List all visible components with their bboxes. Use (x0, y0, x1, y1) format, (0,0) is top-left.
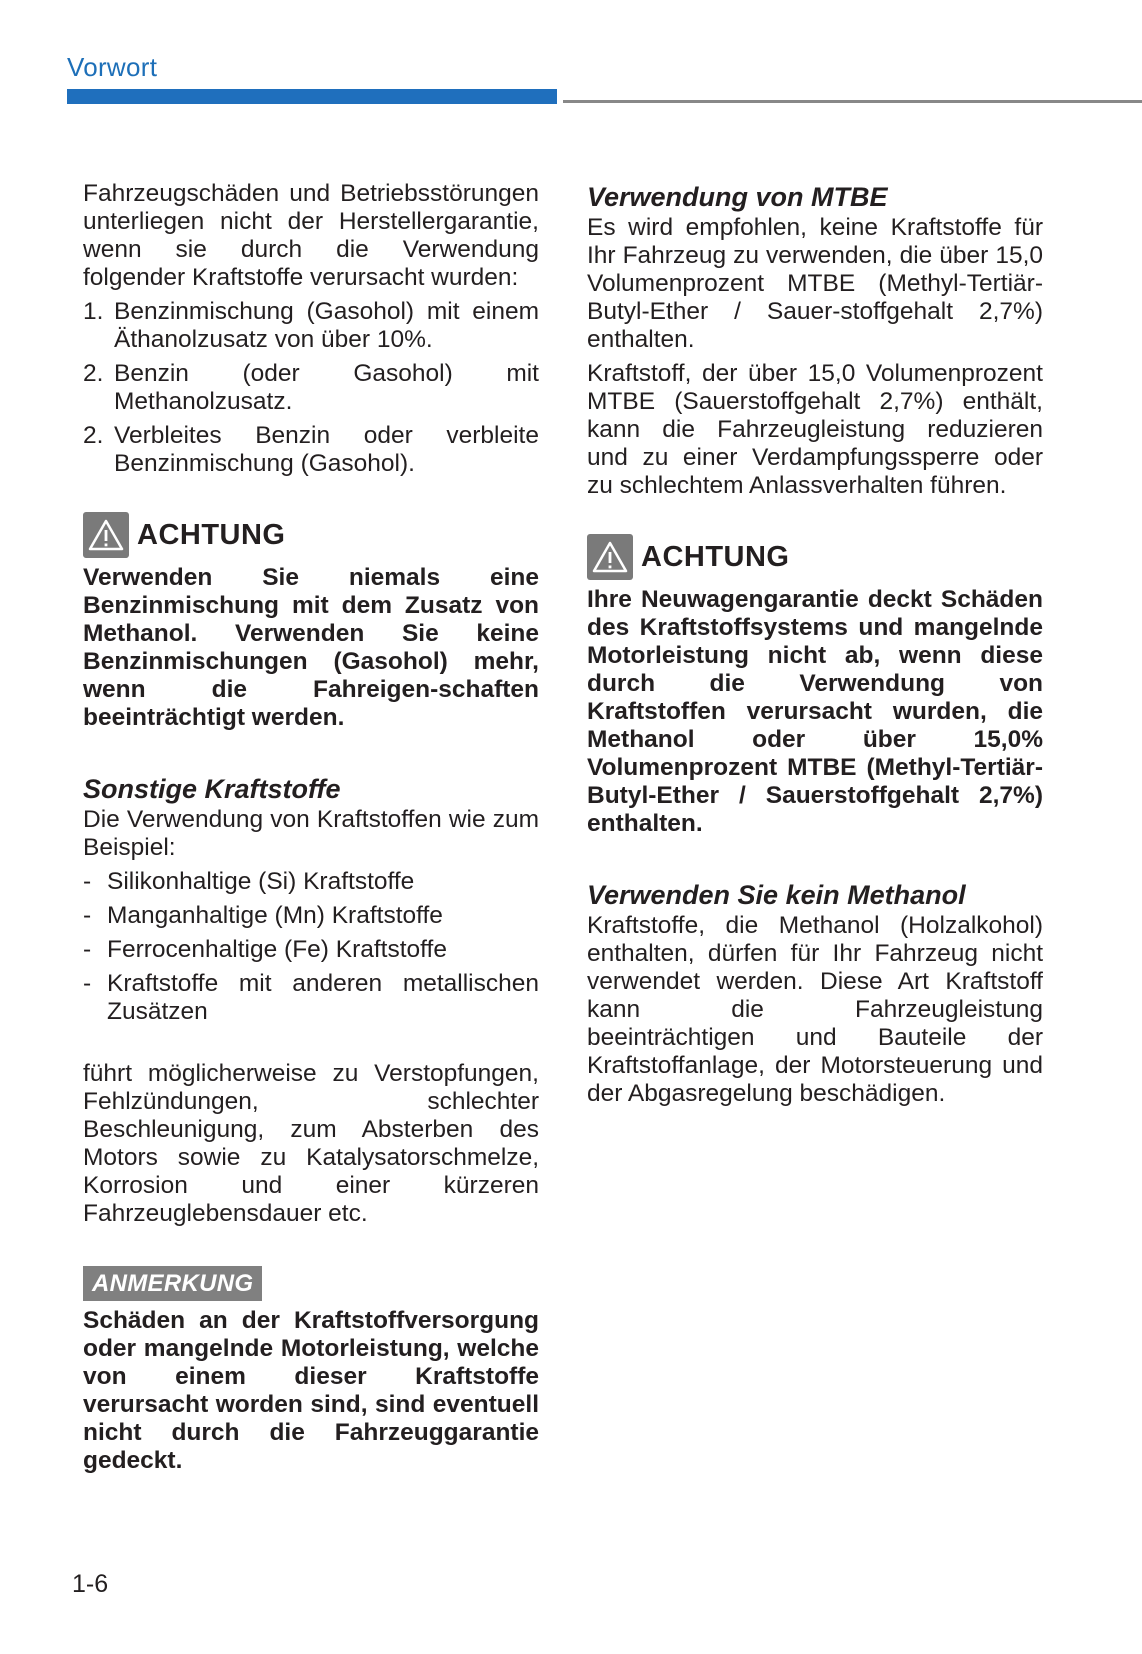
header-bar-rule (563, 100, 1142, 103)
mtbe-paragraph-2: Kraftstoff, der über 15,0 Volumenprozent MTBE (Sauerstoffgehalt 2,7%) enthält, kann die Fahrzeugleistung reduzieren und zu einer Verdampfungssperre oder zu schlechtem Anlassverhalten führen. (587, 360, 1043, 499)
intro-paragraph: Fahrzeugschäden und Betriebsstörungen unterliegen nicht der Herstellergarantie, wenn sie durch die Verwendung folgender Kraftstoffe verursacht wurden: (83, 180, 539, 291)
mtbe-paragraph-1: Es wird empfohlen, keine Kraftstoffe für Ihr Fahrzeug zu verwenden, die über 15,0 Volumenprozent MTBE (Methyl-Tertiär-Butyl-Ether / Sauer-stoffgehalt 2,7%) enthalten. (587, 214, 1043, 353)
list-item-text: Ferrocenhaltige (Fe) Kraftstoffe (107, 936, 447, 963)
methanol-paragraph: Kraftstoffe, die Methanol (Holzalkohol) enthalten, dürfen für Ihr Fahrzeug nicht verwendet werden. Diese Art Kraftstoff kann die Fahrzeugleistung beeinträchtigen und Bauteile der Kraftstoffanlage, der Motorsteuerung und der Abgasregelung beschädigen. (587, 912, 1043, 1107)
warning-triangle-icon (587, 534, 633, 580)
fuel-list (83, 298, 539, 478)
list-item-number: 2. (83, 360, 104, 387)
section-heading: Verwendung von MTBE (587, 182, 888, 212)
list-item-text: Verbleites Benzin oder verbleite Benzinmischung (Gasohol). (114, 422, 539, 477)
list-item (83, 360, 539, 416)
list-item (83, 970, 539, 1026)
caution-label: ACHTUNG (137, 518, 286, 551)
caution-text: Ihre Neuwagengarantie deckt Schäden des Kraftstoffsystems und mangelnde Motorleistung nicht ab, wenn diese durch die Verwendung von Kraftstoffen verursacht wurden, die Methanol oder über 15,0% Volumenprozent MTBE (Methyl-Tertiär-Butyl-Ether / Sauerstoffgehalt 2,7%) enthalten. (587, 586, 1043, 837)
list-item-number: 2. (83, 422, 104, 449)
section-heading: Verwenden Sie kein Methanol (587, 880, 966, 910)
section-title: Vorwort (67, 52, 158, 82)
note-box (83, 1266, 539, 1475)
list-item (83, 868, 539, 896)
warning-triangle-icon (83, 512, 129, 558)
list-bullet: - (83, 868, 92, 895)
page-number: 1-6 (72, 1570, 109, 1598)
section-heading: Sonstige Kraftstoffe (83, 774, 341, 804)
caution-label: ACHTUNG (641, 540, 790, 573)
list-bullet: - (83, 970, 92, 997)
other-fuels-section (83, 772, 539, 1228)
mtbe-section (587, 180, 1043, 500)
list-item-text: Manganhaltige (Mn) Kraftstoffe (107, 902, 443, 929)
caution-box-left (83, 512, 539, 732)
list-item-number: 1. (83, 298, 104, 325)
list-item-text: Kraftstoffe mit anderen metallischen Zusätzen (107, 970, 539, 1025)
caution-text: Verwenden Sie niemals eine Benzinmischung mit dem Zusatz von Methanol. Verwenden Sie keine Benzinmischungen (Gasohol) mehr, wenn die Fahreigen-schaften beeinträchtigt werden. (83, 564, 539, 731)
other-fuels-intro: Die Verwendung von Kraftstoffen wie zum Beispiel: (83, 806, 539, 861)
additive-list (83, 868, 539, 1026)
note-text: Schäden an der Kraftstoffversorgung oder mangelnde Motorleistung, welche von einem dieser Kraftstoffe verursacht worden sind, sind eventuell nicht durch die Fahrzeuggarantie gedeckt. (83, 1307, 539, 1474)
list-bullet: - (83, 902, 92, 929)
list-item-text: Benzin (oder Gasohol) mit Methanolzusatz. (114, 360, 539, 415)
methanol-section (587, 878, 1043, 1108)
list-item-text: Silikonhaltige (Si) Kraftstoffe (107, 868, 415, 895)
header-bar-accent (67, 89, 557, 104)
caution-box-right (587, 534, 1043, 838)
list-bullet: - (83, 936, 92, 963)
right-column (587, 180, 1043, 1108)
left-column (83, 180, 539, 1475)
list-item (83, 298, 539, 354)
consequence-paragraph: führt möglicherweise zu Verstopfungen, Fehlzündungen, schlechter Beschleunigung, zum Absterben des Motors sowie zu Katalysatorschmelze, Korrosion und einer kürzeren Fahrzeuglebensdauer etc. (83, 1060, 539, 1227)
list-item (83, 422, 539, 478)
list-item (83, 936, 539, 964)
list-item (83, 902, 539, 930)
note-label: ANMERKUNG (83, 1266, 262, 1301)
list-item-text: Benzinmischung (Gasohol) mit einem Äthanolzusatz von über 10%. (114, 298, 539, 353)
